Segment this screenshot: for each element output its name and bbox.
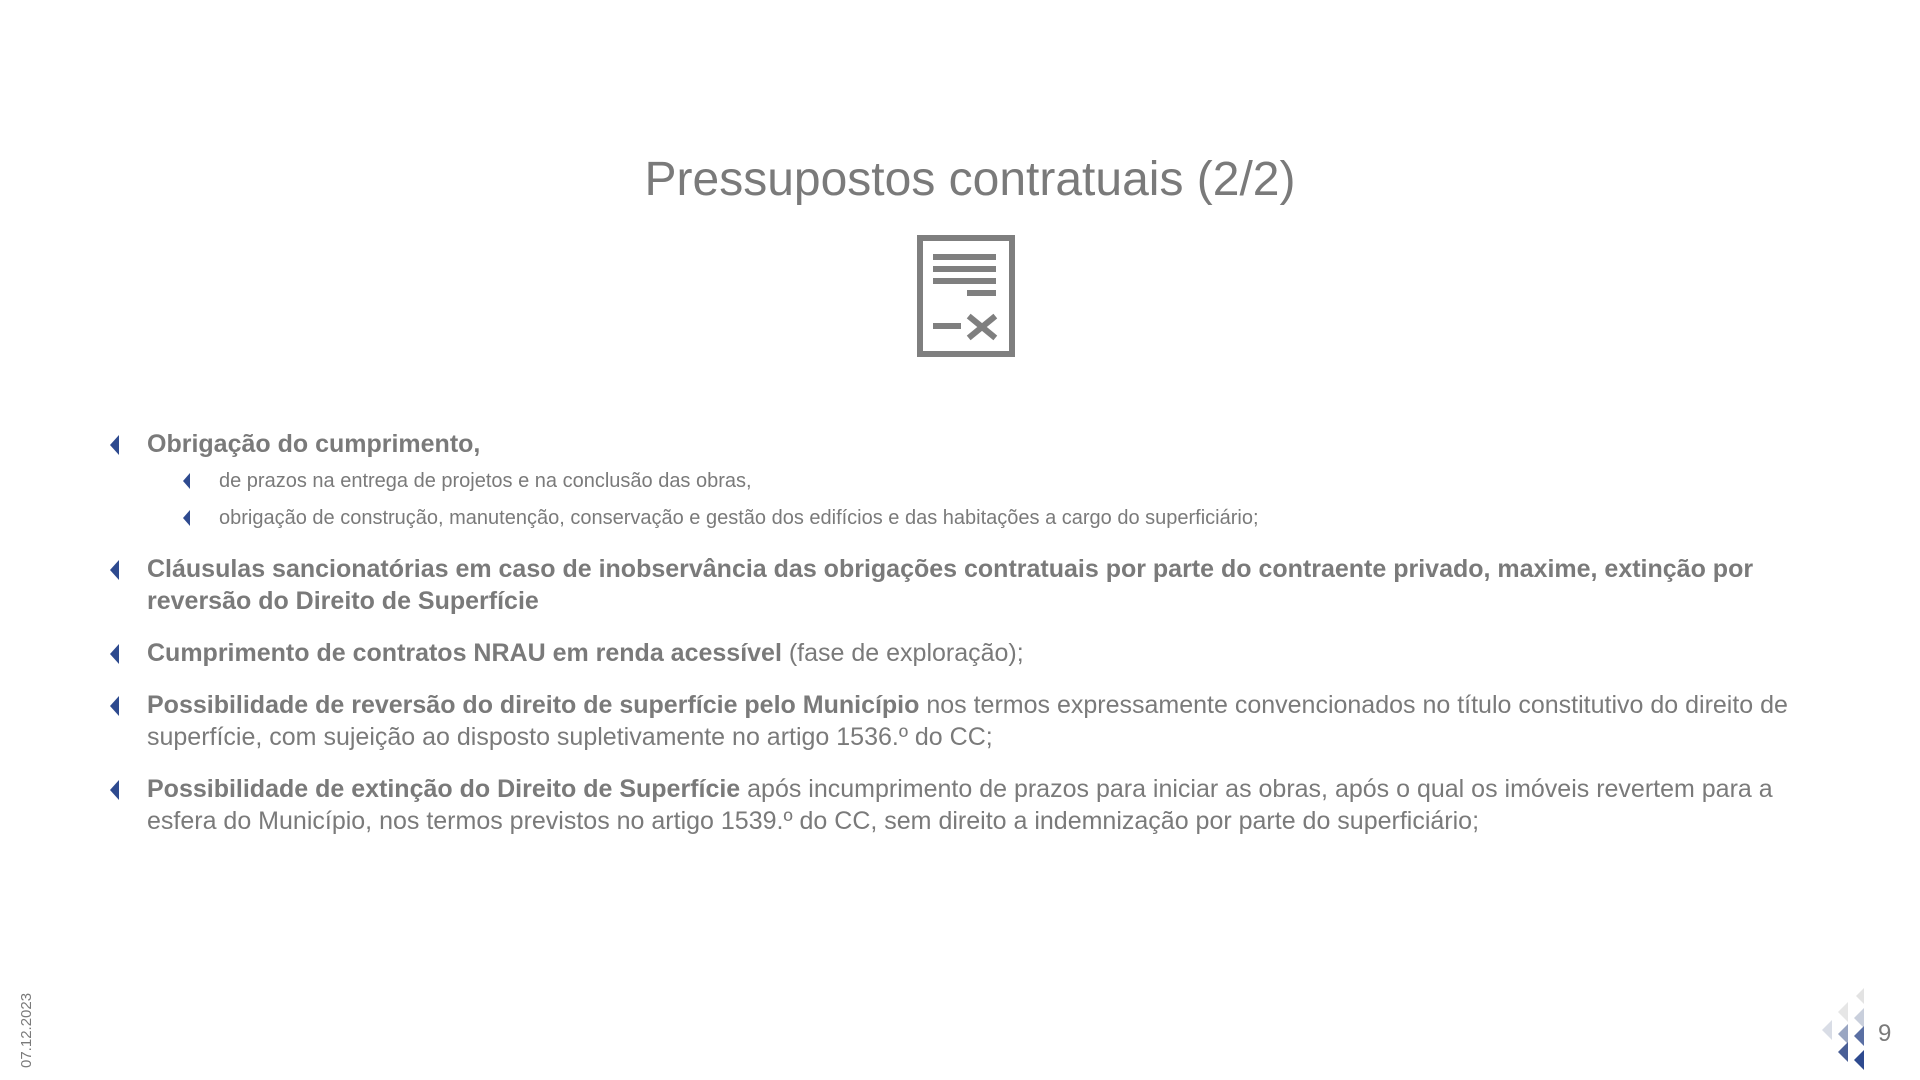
bullet-item <box>108 637 1828 669</box>
bullet-text: (fase de exploração); <box>781 639 1024 667</box>
slide-date: 07.12.2023 <box>18 992 35 1068</box>
bullet-bold-text: Obrigação do cumprimento, <box>147 430 481 458</box>
bullet-list <box>108 428 1828 857</box>
bullet-bold-text: Possibilidade de reversão do direito de superfície pelo Município <box>147 691 920 719</box>
bullet-text: nos termos expressamente convencionados no título constitutivo do direito de superfície, com sujeição ao disposto supletivamente no artigo 1536.º do CC; <box>147 691 1788 751</box>
contract-document-icon <box>917 235 1015 357</box>
bullet-item <box>108 428 1828 460</box>
sub-bullet-item <box>181 466 1828 496</box>
bullet-arrow-icon <box>110 644 119 664</box>
bullet-bold-text: Cláusulas sancionatórias em caso de inobservância das obrigações contratuais por parte do contraente privado, maxime, extinção por reversão do Direito de Superfície <box>147 555 1754 615</box>
slide-title: Pressupostos contratuais (2/2) <box>644 153 1296 206</box>
sub-bullet-arrow-icon <box>183 473 190 489</box>
bullet-bold-text: Cumprimento de contratos NRAU em renda acessível <box>147 639 782 667</box>
bullet-text: após incumprimento de prazos para iniciar as obras, após o qual os imóveis revertem para a esfera do Município, nos termos previstos no artigo 1539.º do CC, sem direito a indemnização por parte do superficiário; <box>147 775 1773 835</box>
bullet-arrow-icon <box>110 780 119 800</box>
bullet-item <box>108 689 1828 753</box>
sub-bullet-arrow-icon <box>183 510 190 526</box>
bullet-arrow-icon <box>110 696 119 716</box>
chevron-logo-icon <box>1820 988 1870 1074</box>
bullet-arrow-icon <box>110 435 119 455</box>
bullet-arrow-icon <box>110 560 119 580</box>
bullet-item <box>108 553 1828 617</box>
sub-bullet-text: obrigação de construção, manutenção, conservação e gestão dos edifícios e das habitações a cargo do superficiário; <box>219 507 1259 529</box>
sub-bullet-item <box>181 503 1828 533</box>
page-number: 9 <box>1878 1020 1892 1047</box>
bullet-item <box>108 773 1828 837</box>
bullet-bold-text: Possibilidade de extinção do Direito de Superfície <box>147 775 741 803</box>
sub-bullet-text: de prazos na entrega de projetos e na conclusão das obras, <box>219 470 752 492</box>
